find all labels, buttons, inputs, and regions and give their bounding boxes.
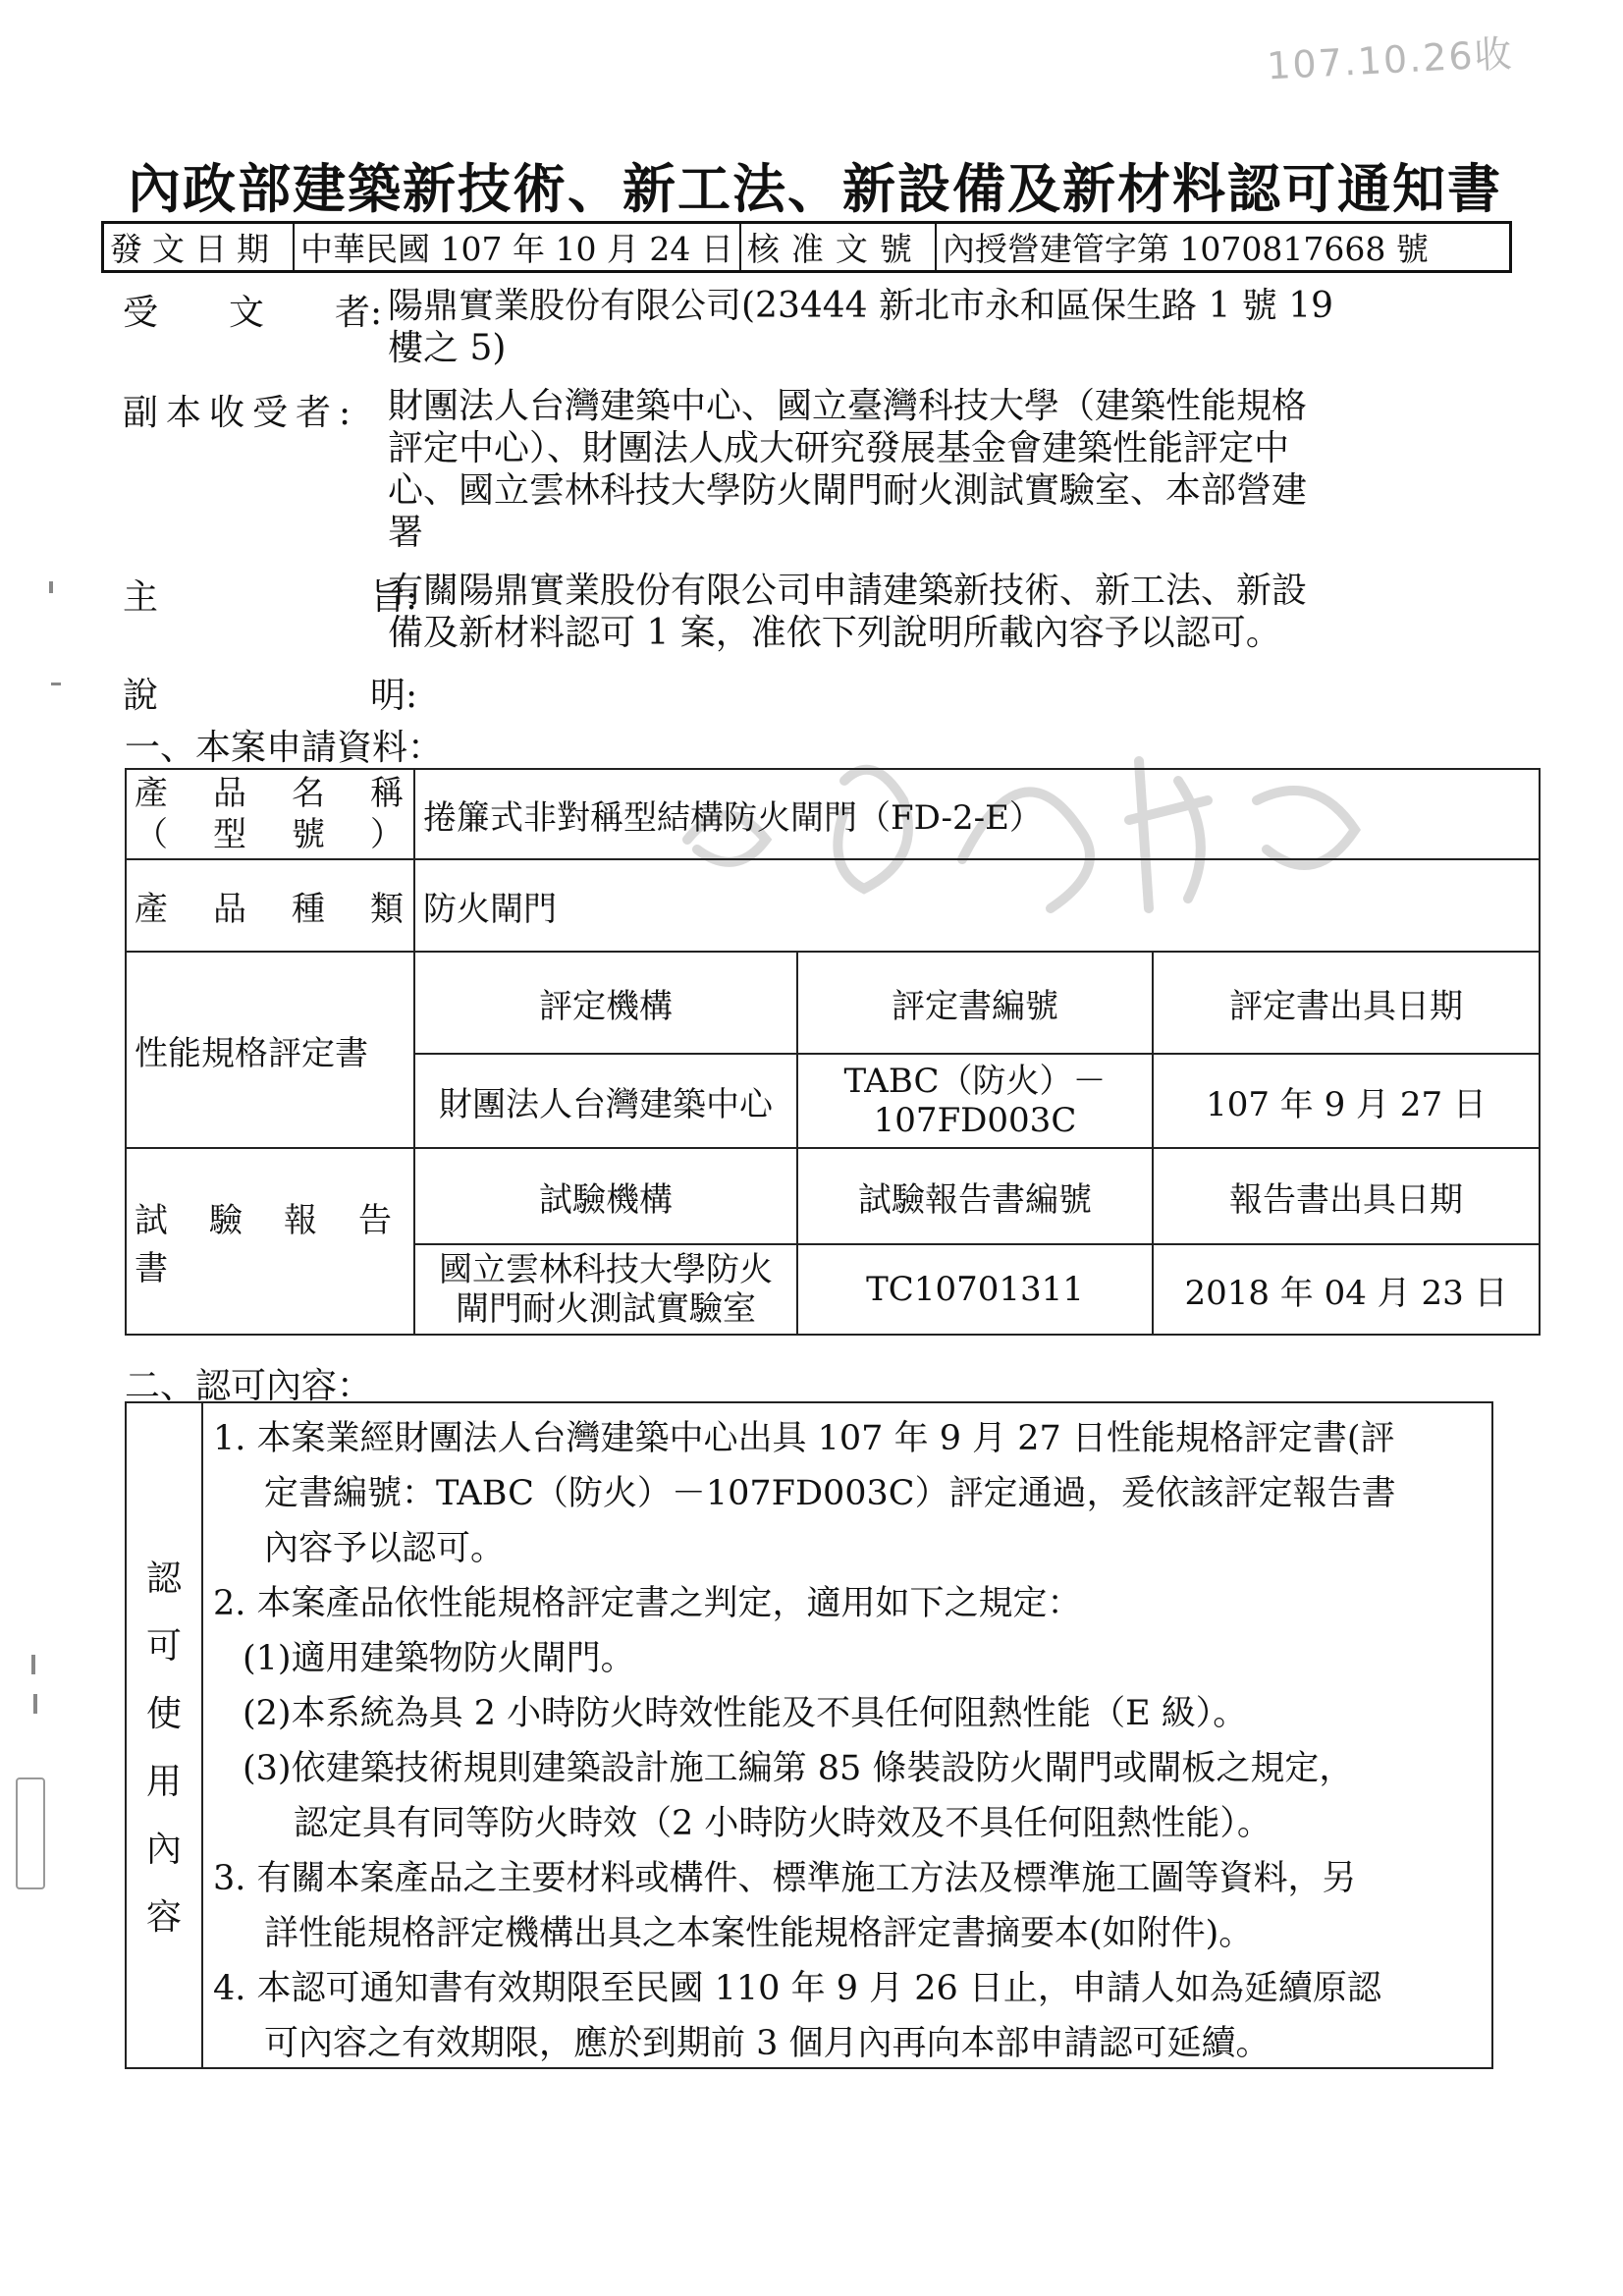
approval-line-5: (1)適用建築物防火閘門。 (243, 1639, 635, 1678)
scan-mark (51, 683, 61, 685)
subject-line2: 備及新材料認可 1 案，准依下列說明所載內容予以認可。 (388, 613, 1281, 653)
product-model-label: （ 型 號 ） (135, 815, 409, 854)
scan-mark (33, 1694, 37, 1714)
recipient-line2: 樓之 5) (388, 328, 507, 368)
date-value: 中華民國 107 年 10 月 24 日 (294, 223, 740, 272)
test-number: TC10701311 (797, 1244, 1153, 1335)
test-header-org: 試驗機構 (414, 1148, 797, 1244)
evaluation-header-date: 評定書出具日期 (1153, 952, 1540, 1054)
test-label: 試 驗 報 告 書 (126, 1148, 414, 1335)
test-header-number: 試驗報告書編號 (797, 1148, 1153, 1244)
approval-line-10: 詳性能規格評定機構出具之本案性能規格評定書摘要本(如附件)。 (264, 1914, 1254, 1953)
side-char-6: 容 (145, 1897, 182, 1938)
recipient-label: 受 文 者: (123, 293, 383, 333)
number-value: 內授營建管字第 1070817668 號 (936, 223, 1511, 272)
approval-line-1: 1. 本案業經財團法人台灣建築中心出具 107 年 9 月 27 日性能規格評定書(評 (213, 1419, 1395, 1458)
product-type-label: 產 品 種 類 (126, 859, 414, 952)
cc-line4: 署 (388, 513, 424, 553)
header-table (101, 221, 1512, 273)
date-label: 發文日期 (103, 223, 295, 272)
approval-line-11: 4. 本認可通知書有效期限至民國 110 年 9 月 26 日止，申請人如為延續原認 (213, 1969, 1381, 2008)
document-title: 內政部建築新技術、新工法、新設備及新材料認可通知書 (128, 157, 1502, 220)
approval-box (125, 1401, 1493, 2069)
test-header-date: 報告書出具日期 (1153, 1148, 1540, 1244)
subject-line1: 有關陽鼎實業股份有限公司申請建築新技術、新工法、新設 (388, 571, 1308, 611)
section1-title: 一、本案申請資料： (125, 728, 444, 768)
product-name-label: 產 品 名 稱 (135, 774, 409, 813)
number-label: 核准文號 (740, 223, 936, 272)
approval-line-2: 定書編號：TABC（防火）－107FD003C）評定通過，爰依該評定報告書 (264, 1474, 1396, 1513)
approval-line-4: 2. 本案產品依性能規格評定書之判定，適用如下之規定： (213, 1584, 1082, 1623)
application-table (125, 768, 1541, 1336)
product-type-value: 防火閘門 (414, 859, 1540, 952)
approval-line-9: 3. 有關本案產品之主要材料或構件、標準施工方法及標準施工圖等資料，另 (213, 1859, 1357, 1898)
evaluation-header-org: 評定機構 (414, 952, 797, 1054)
cc-line3: 心、國立雲林科技大學防火閘門耐火測試實驗室、本部營建 (388, 470, 1308, 511)
test-org-line1: 國立雲林科技大學防火 (439, 1250, 773, 1289)
scan-mark (31, 1655, 35, 1674)
recipient-line1: 陽鼎實業股份有限公司(23444 新北市永和區保生路 1 號 19 (388, 286, 1334, 326)
evaluation-number-line2: 107FD003C (873, 1101, 1077, 1140)
evaluation-label: 性能規格評定書 (126, 952, 414, 1148)
evaluation-org: 財團法人台灣建築中心 (414, 1054, 797, 1148)
side-char-5: 內 (145, 1830, 182, 1870)
side-char-3: 使 (145, 1694, 182, 1734)
approval-line-7: (3)依建築技術規則建築設計施工編第 85 條裝設防火閘門或閘板之規定， (243, 1749, 1354, 1788)
cc-label: 副本收受者: (123, 393, 359, 433)
evaluation-header-number: 評定書編號 (797, 952, 1153, 1054)
evaluation-number-line1: TABC（防火）－ (843, 1062, 1107, 1101)
cc-line1: 財團法人台灣建築中心、國立臺灣科技大學（建築性能規格 (388, 386, 1308, 426)
approval-line-8: 認定具有同等防火時效（2 小時防火時效及不具任何阻熱性能）。 (294, 1804, 1271, 1843)
evaluation-date: 107 年 9 月 27 日 (1153, 1054, 1540, 1148)
approval-line-12: 可內容之有效期限，應於到期前 3 個月內再向本部申請認可延續。 (264, 2024, 1271, 2063)
scan-clip-mark (16, 1777, 45, 1889)
approval-line-3: 內容予以認可。 (264, 1529, 506, 1568)
approval-line-6: (2)本系統為具 2 小時防火時效性能及不具任何阻熱性能（E 級）。 (243, 1694, 1248, 1733)
cc-line2: 評定中心）、財團法人成大研究發展基金會建築性能評定中 (388, 428, 1290, 468)
test-org-line2: 閘門耐火測試實驗室 (456, 1289, 756, 1329)
test-date: 2018 年 04 月 23 日 (1153, 1244, 1540, 1335)
side-char-2: 可 (145, 1626, 182, 1667)
side-char-4: 用 (145, 1762, 182, 1802)
product-name-value: 捲簾式非對稱型結構防火閘門（FD-2-E） (414, 769, 1540, 859)
explanation-label: 說 明: (123, 676, 418, 716)
handwritten-receipt-note: 107.10.26收 (1266, 31, 1515, 88)
side-char-1: 認 (145, 1558, 182, 1599)
scan-mark (49, 581, 53, 593)
product-name-label-cell (126, 769, 414, 859)
approval-content (213, 1411, 1485, 2071)
subject-label: 主 旨: (123, 577, 418, 618)
test-org-cell (414, 1244, 797, 1335)
section2-title: 二、認可內容： (125, 1366, 373, 1406)
approval-side-label (127, 1403, 203, 2067)
evaluation-number-cell (797, 1054, 1153, 1148)
